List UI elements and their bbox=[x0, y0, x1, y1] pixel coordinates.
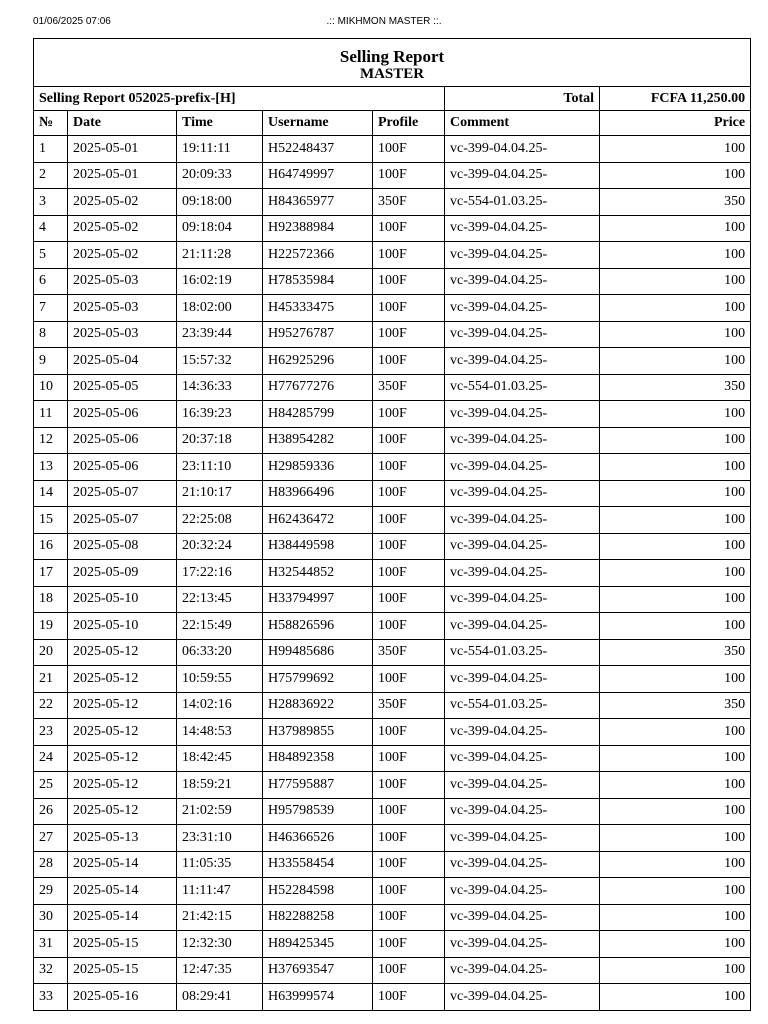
table-row bbox=[34, 984, 751, 1011]
cell-comment: vc-399-04.04.25- bbox=[445, 533, 600, 560]
cell-profile: 100F bbox=[373, 798, 445, 825]
cell-price: 100 bbox=[600, 268, 751, 295]
cell-time: 12:32:30 bbox=[177, 931, 263, 958]
table-row bbox=[34, 904, 751, 931]
cell-comment: vc-399-04.04.25- bbox=[445, 719, 600, 746]
cell-username: H58826596 bbox=[263, 613, 373, 640]
cell-profile: 100F bbox=[373, 957, 445, 984]
cell-comment: vc-399-04.04.25- bbox=[445, 268, 600, 295]
cell-date: 2025-05-14 bbox=[68, 878, 177, 905]
cell-date: 2025-05-12 bbox=[68, 745, 177, 772]
cell-price: 100 bbox=[600, 798, 751, 825]
col-header-date: Date bbox=[68, 111, 177, 136]
cell-time: 18:02:00 bbox=[177, 295, 263, 322]
cell-profile: 100F bbox=[373, 454, 445, 481]
cell-price: 100 bbox=[600, 851, 751, 878]
cell-username: H37693547 bbox=[263, 957, 373, 984]
table-row bbox=[34, 772, 751, 799]
cell-date: 2025-05-14 bbox=[68, 851, 177, 878]
cell-username: H38449598 bbox=[263, 533, 373, 560]
cell-date: 2025-05-12 bbox=[68, 666, 177, 693]
cell-profile: 100F bbox=[373, 878, 445, 905]
cell-date: 2025-05-16 bbox=[68, 984, 177, 1011]
cell-time: 23:31:10 bbox=[177, 825, 263, 852]
cell-time: 10:59:55 bbox=[177, 666, 263, 693]
cell-profile: 100F bbox=[373, 984, 445, 1011]
cell-price: 100 bbox=[600, 480, 751, 507]
report-title-row bbox=[34, 39, 751, 87]
cell-profile: 100F bbox=[373, 321, 445, 348]
cell-comment: vc-399-04.04.25- bbox=[445, 507, 600, 534]
cell-price: 350 bbox=[600, 189, 751, 216]
cell-username: H52248437 bbox=[263, 136, 373, 163]
cell-username: H89425345 bbox=[263, 931, 373, 958]
cell-price: 100 bbox=[600, 613, 751, 640]
cell-profile: 350F bbox=[373, 189, 445, 216]
cell-username: H52284598 bbox=[263, 878, 373, 905]
cell-comment: vc-399-04.04.25- bbox=[445, 162, 600, 189]
cell-profile: 350F bbox=[373, 374, 445, 401]
cell-no: 22 bbox=[34, 692, 68, 719]
cell-username: H84365977 bbox=[263, 189, 373, 216]
cell-username: H37989855 bbox=[263, 719, 373, 746]
cell-time: 22:13:45 bbox=[177, 586, 263, 613]
cell-no: 30 bbox=[34, 904, 68, 931]
cell-date: 2025-05-13 bbox=[68, 825, 177, 852]
cell-username: H46366526 bbox=[263, 825, 373, 852]
cell-price: 100 bbox=[600, 586, 751, 613]
cell-date: 2025-05-12 bbox=[68, 719, 177, 746]
col-header-comment: Comment bbox=[445, 111, 600, 136]
cell-username: H33558454 bbox=[263, 851, 373, 878]
cell-price: 100 bbox=[600, 454, 751, 481]
print-app-title: .:: MIKHMON MASTER ::. bbox=[326, 16, 442, 27]
cell-date: 2025-05-06 bbox=[68, 454, 177, 481]
print-datetime: 01/06/2025 07:06 bbox=[33, 16, 111, 27]
cell-comment: vc-399-04.04.25- bbox=[445, 957, 600, 984]
table-row bbox=[34, 586, 751, 613]
cell-comment: vc-399-04.04.25- bbox=[445, 242, 600, 269]
cell-comment: vc-399-04.04.25- bbox=[445, 878, 600, 905]
table-row bbox=[34, 692, 751, 719]
cell-date: 2025-05-05 bbox=[68, 374, 177, 401]
table-row bbox=[34, 560, 751, 587]
table-row bbox=[34, 745, 751, 772]
total-value: FCFA 11,250.00 bbox=[600, 87, 751, 111]
cell-comment: vc-399-04.04.25- bbox=[445, 427, 600, 454]
cell-price: 100 bbox=[600, 878, 751, 905]
table-row bbox=[34, 613, 751, 640]
cell-comment: vc-399-04.04.25- bbox=[445, 586, 600, 613]
cell-price: 100 bbox=[600, 719, 751, 746]
cell-date: 2025-05-07 bbox=[68, 480, 177, 507]
cell-date: 2025-05-12 bbox=[68, 772, 177, 799]
cell-username: H84892358 bbox=[263, 745, 373, 772]
table-row bbox=[34, 162, 751, 189]
cell-profile: 100F bbox=[373, 613, 445, 640]
selling-report-table bbox=[33, 38, 751, 1011]
cell-username: H63999574 bbox=[263, 984, 373, 1011]
column-header-row bbox=[34, 111, 751, 136]
cell-price: 350 bbox=[600, 639, 751, 666]
report-rows bbox=[34, 136, 751, 1011]
table-row bbox=[34, 507, 751, 534]
cell-no: 1 bbox=[34, 136, 68, 163]
cell-username: H28836922 bbox=[263, 692, 373, 719]
cell-no: 3 bbox=[34, 189, 68, 216]
cell-username: H64749997 bbox=[263, 162, 373, 189]
cell-price: 100 bbox=[600, 427, 751, 454]
col-header-price: Price bbox=[600, 111, 751, 136]
cell-username: H33794997 bbox=[263, 586, 373, 613]
cell-no: 13 bbox=[34, 454, 68, 481]
cell-price: 350 bbox=[600, 374, 751, 401]
cell-price: 100 bbox=[600, 560, 751, 587]
table-row bbox=[34, 427, 751, 454]
cell-comment: vc-399-04.04.25- bbox=[445, 136, 600, 163]
cell-no: 25 bbox=[34, 772, 68, 799]
cell-time: 06:33:20 bbox=[177, 639, 263, 666]
cell-no: 4 bbox=[34, 215, 68, 242]
cell-comment: vc-399-04.04.25- bbox=[445, 798, 600, 825]
cell-profile: 100F bbox=[373, 851, 445, 878]
cell-price: 100 bbox=[600, 401, 751, 428]
cell-time: 12:47:35 bbox=[177, 957, 263, 984]
cell-profile: 100F bbox=[373, 295, 445, 322]
cell-username: H77677276 bbox=[263, 374, 373, 401]
cell-no: 24 bbox=[34, 745, 68, 772]
cell-time: 21:11:28 bbox=[177, 242, 263, 269]
cell-date: 2025-05-10 bbox=[68, 586, 177, 613]
cell-no: 33 bbox=[34, 984, 68, 1011]
cell-date: 2025-05-12 bbox=[68, 798, 177, 825]
cell-username: H29859336 bbox=[263, 454, 373, 481]
cell-no: 20 bbox=[34, 639, 68, 666]
cell-price: 100 bbox=[600, 507, 751, 534]
cell-price: 100 bbox=[600, 321, 751, 348]
cell-comment: vc-399-04.04.25- bbox=[445, 295, 600, 322]
cell-profile: 350F bbox=[373, 692, 445, 719]
cell-comment: vc-399-04.04.25- bbox=[445, 984, 600, 1011]
cell-price: 100 bbox=[600, 904, 751, 931]
table-row bbox=[34, 268, 751, 295]
cell-price: 100 bbox=[600, 295, 751, 322]
cell-username: H78535984 bbox=[263, 268, 373, 295]
cell-comment: vc-399-04.04.25- bbox=[445, 613, 600, 640]
cell-no: 31 bbox=[34, 931, 68, 958]
cell-username: H62925296 bbox=[263, 348, 373, 375]
cell-comment: vc-399-04.04.25- bbox=[445, 215, 600, 242]
table-row bbox=[34, 533, 751, 560]
cell-comment: vc-399-04.04.25- bbox=[445, 825, 600, 852]
table-row bbox=[34, 215, 751, 242]
cell-username: H38954282 bbox=[263, 427, 373, 454]
cell-no: 8 bbox=[34, 321, 68, 348]
cell-profile: 100F bbox=[373, 215, 445, 242]
table-row bbox=[34, 374, 751, 401]
cell-time: 17:22:16 bbox=[177, 560, 263, 587]
cell-no: 18 bbox=[34, 586, 68, 613]
col-header-username: Username bbox=[263, 111, 373, 136]
cell-price: 100 bbox=[600, 745, 751, 772]
cell-time: 19:11:11 bbox=[177, 136, 263, 163]
cell-comment: vc-399-04.04.25- bbox=[445, 745, 600, 772]
cell-time: 21:10:17 bbox=[177, 480, 263, 507]
cell-profile: 100F bbox=[373, 719, 445, 746]
cell-username: H62436472 bbox=[263, 507, 373, 534]
cell-time: 20:37:18 bbox=[177, 427, 263, 454]
cell-date: 2025-05-12 bbox=[68, 692, 177, 719]
cell-no: 16 bbox=[34, 533, 68, 560]
cell-profile: 100F bbox=[373, 904, 445, 931]
cell-profile: 100F bbox=[373, 401, 445, 428]
cell-profile: 100F bbox=[373, 268, 445, 295]
cell-comment: vc-399-04.04.25- bbox=[445, 454, 600, 481]
cell-price: 350 bbox=[600, 692, 751, 719]
cell-time: 21:02:59 bbox=[177, 798, 263, 825]
cell-username: H77595887 bbox=[263, 772, 373, 799]
cell-price: 100 bbox=[600, 533, 751, 560]
table-row bbox=[34, 825, 751, 852]
cell-time: 16:39:23 bbox=[177, 401, 263, 428]
cell-profile: 100F bbox=[373, 825, 445, 852]
cell-no: 29 bbox=[34, 878, 68, 905]
cell-no: 6 bbox=[34, 268, 68, 295]
cell-no: 2 bbox=[34, 162, 68, 189]
cell-no: 28 bbox=[34, 851, 68, 878]
cell-time: 20:09:33 bbox=[177, 162, 263, 189]
cell-comment: vc-554-01.03.25- bbox=[445, 189, 600, 216]
cell-username: H95276787 bbox=[263, 321, 373, 348]
cell-price: 100 bbox=[600, 772, 751, 799]
cell-profile: 100F bbox=[373, 348, 445, 375]
cell-comment: vc-554-01.03.25- bbox=[445, 374, 600, 401]
cell-username: H99485686 bbox=[263, 639, 373, 666]
cell-time: 18:42:45 bbox=[177, 745, 263, 772]
cell-time: 22:15:49 bbox=[177, 613, 263, 640]
report-summary-row bbox=[34, 87, 751, 111]
cell-profile: 100F bbox=[373, 533, 445, 560]
cell-time: 11:11:47 bbox=[177, 878, 263, 905]
cell-time: 14:48:53 bbox=[177, 719, 263, 746]
cell-no: 23 bbox=[34, 719, 68, 746]
cell-comment: vc-399-04.04.25- bbox=[445, 904, 600, 931]
cell-date: 2025-05-06 bbox=[68, 427, 177, 454]
table-row bbox=[34, 321, 751, 348]
cell-price: 100 bbox=[600, 242, 751, 269]
cell-price: 100 bbox=[600, 136, 751, 163]
cell-no: 26 bbox=[34, 798, 68, 825]
table-row bbox=[34, 401, 751, 428]
table-row bbox=[34, 931, 751, 958]
cell-comment: vc-399-04.04.25- bbox=[445, 560, 600, 587]
cell-no: 7 bbox=[34, 295, 68, 322]
table-row bbox=[34, 851, 751, 878]
cell-date: 2025-05-02 bbox=[68, 189, 177, 216]
cell-time: 09:18:00 bbox=[177, 189, 263, 216]
cell-username: H95798539 bbox=[263, 798, 373, 825]
table-row bbox=[34, 295, 751, 322]
cell-comment: vc-399-04.04.25- bbox=[445, 480, 600, 507]
cell-time: 20:32:24 bbox=[177, 533, 263, 560]
cell-time: 16:02:19 bbox=[177, 268, 263, 295]
cell-comment: vc-399-04.04.25- bbox=[445, 401, 600, 428]
table-row bbox=[34, 348, 751, 375]
cell-time: 23:11:10 bbox=[177, 454, 263, 481]
cell-username: H45333475 bbox=[263, 295, 373, 322]
cell-date: 2025-05-04 bbox=[68, 348, 177, 375]
cell-comment: vc-399-04.04.25- bbox=[445, 348, 600, 375]
col-header-no: № bbox=[34, 111, 68, 136]
col-header-time: Time bbox=[177, 111, 263, 136]
cell-no: 9 bbox=[34, 348, 68, 375]
cell-time: 23:39:44 bbox=[177, 321, 263, 348]
cell-comment: vc-554-01.03.25- bbox=[445, 692, 600, 719]
cell-time: 18:59:21 bbox=[177, 772, 263, 799]
cell-profile: 350F bbox=[373, 639, 445, 666]
cell-profile: 100F bbox=[373, 480, 445, 507]
cell-no: 15 bbox=[34, 507, 68, 534]
cell-price: 100 bbox=[600, 162, 751, 189]
cell-profile: 100F bbox=[373, 507, 445, 534]
table-row bbox=[34, 639, 751, 666]
col-header-profile: Profile bbox=[373, 111, 445, 136]
cell-profile: 100F bbox=[373, 136, 445, 163]
cell-no: 21 bbox=[34, 666, 68, 693]
cell-price: 100 bbox=[600, 348, 751, 375]
cell-price: 100 bbox=[600, 666, 751, 693]
cell-time: 09:18:04 bbox=[177, 215, 263, 242]
cell-username: H75799692 bbox=[263, 666, 373, 693]
cell-profile: 100F bbox=[373, 666, 445, 693]
cell-date: 2025-05-09 bbox=[68, 560, 177, 587]
cell-no: 12 bbox=[34, 427, 68, 454]
cell-username: H22572366 bbox=[263, 242, 373, 269]
cell-time: 11:05:35 bbox=[177, 851, 263, 878]
cell-no: 19 bbox=[34, 613, 68, 640]
cell-date: 2025-05-12 bbox=[68, 639, 177, 666]
table-row bbox=[34, 798, 751, 825]
cell-comment: vc-399-04.04.25- bbox=[445, 321, 600, 348]
cell-no: 32 bbox=[34, 957, 68, 984]
cell-comment: vc-399-04.04.25- bbox=[445, 666, 600, 693]
cell-price: 100 bbox=[600, 825, 751, 852]
cell-profile: 100F bbox=[373, 772, 445, 799]
cell-comment: vc-399-04.04.25- bbox=[445, 772, 600, 799]
cell-price: 100 bbox=[600, 931, 751, 958]
table-row bbox=[34, 878, 751, 905]
report-title-cell bbox=[34, 39, 751, 87]
report-title: Selling Report bbox=[339, 46, 445, 66]
table-row bbox=[34, 719, 751, 746]
cell-profile: 100F bbox=[373, 745, 445, 772]
report-subtitle: MASTER bbox=[359, 65, 425, 82]
cell-username: H92388984 bbox=[263, 215, 373, 242]
cell-date: 2025-05-01 bbox=[68, 162, 177, 189]
cell-profile: 100F bbox=[373, 427, 445, 454]
cell-date: 2025-05-14 bbox=[68, 904, 177, 931]
cell-date: 2025-05-08 bbox=[68, 533, 177, 560]
cell-price: 100 bbox=[600, 957, 751, 984]
table-row bbox=[34, 136, 751, 163]
cell-no: 10 bbox=[34, 374, 68, 401]
cell-comment: vc-399-04.04.25- bbox=[445, 931, 600, 958]
cell-no: 11 bbox=[34, 401, 68, 428]
cell-date: 2025-05-10 bbox=[68, 613, 177, 640]
cell-no: 14 bbox=[34, 480, 68, 507]
cell-no: 17 bbox=[34, 560, 68, 587]
cell-date: 2025-05-06 bbox=[68, 401, 177, 428]
cell-username: H32544852 bbox=[263, 560, 373, 587]
table-row bbox=[34, 957, 751, 984]
cell-time: 22:25:08 bbox=[177, 507, 263, 534]
cell-time: 14:36:33 bbox=[177, 374, 263, 401]
cell-comment: vc-399-04.04.25- bbox=[445, 851, 600, 878]
cell-date: 2025-05-15 bbox=[68, 931, 177, 958]
cell-date: 2025-05-03 bbox=[68, 268, 177, 295]
cell-time: 21:42:15 bbox=[177, 904, 263, 931]
cell-date: 2025-05-01 bbox=[68, 136, 177, 163]
cell-date: 2025-05-02 bbox=[68, 242, 177, 269]
report-name: Selling Report 052025-prefix-[H] bbox=[34, 87, 445, 111]
cell-time: 15:57:32 bbox=[177, 348, 263, 375]
cell-no: 27 bbox=[34, 825, 68, 852]
cell-profile: 100F bbox=[373, 162, 445, 189]
table-row bbox=[34, 666, 751, 693]
cell-profile: 100F bbox=[373, 242, 445, 269]
total-label: Total bbox=[445, 87, 600, 111]
cell-price: 100 bbox=[600, 984, 751, 1011]
cell-price: 100 bbox=[600, 215, 751, 242]
table-row bbox=[34, 480, 751, 507]
cell-date: 2025-05-02 bbox=[68, 215, 177, 242]
cell-username: H83966496 bbox=[263, 480, 373, 507]
cell-time: 08:29:41 bbox=[177, 984, 263, 1011]
table-row bbox=[34, 189, 751, 216]
cell-username: H82288258 bbox=[263, 904, 373, 931]
cell-profile: 100F bbox=[373, 931, 445, 958]
cell-no: 5 bbox=[34, 242, 68, 269]
cell-date: 2025-05-03 bbox=[68, 321, 177, 348]
cell-comment: vc-554-01.03.25- bbox=[445, 639, 600, 666]
cell-date: 2025-05-07 bbox=[68, 507, 177, 534]
table-row bbox=[34, 454, 751, 481]
cell-profile: 100F bbox=[373, 560, 445, 587]
cell-date: 2025-05-15 bbox=[68, 957, 177, 984]
cell-date: 2025-05-03 bbox=[68, 295, 177, 322]
cell-username: H84285799 bbox=[263, 401, 373, 428]
table-row bbox=[34, 242, 751, 269]
cell-time: 14:02:16 bbox=[177, 692, 263, 719]
cell-profile: 100F bbox=[373, 586, 445, 613]
